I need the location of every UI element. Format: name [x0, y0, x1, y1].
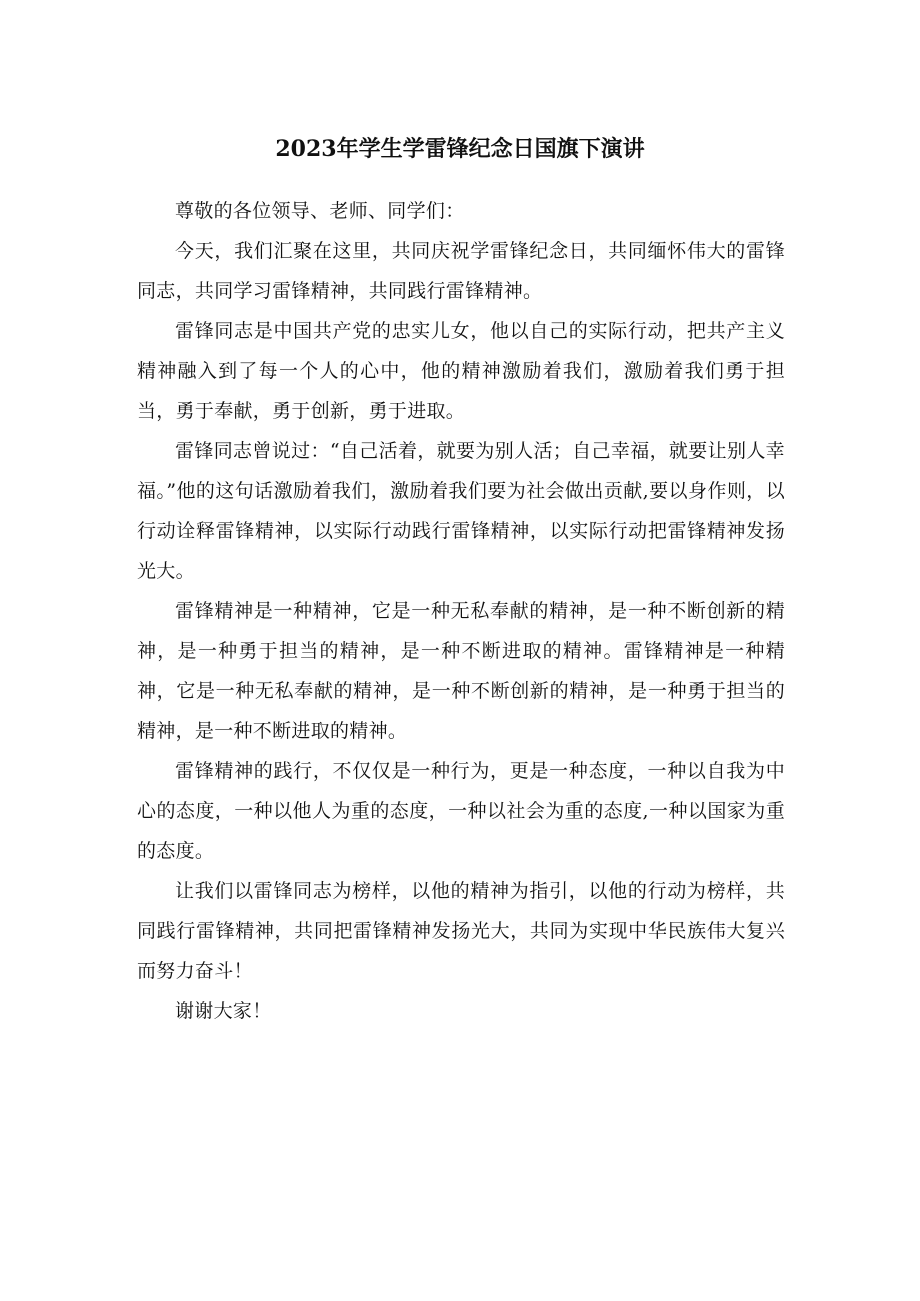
paragraph-lei-feng-intro: 雷锋同志是中国共产党的忠实儿女，他以自己的实际行动，把共产主义精神融入到了每一个人的心中，他的精神激励着我们，激励着我们勇于担当，勇于奉献，勇于创新，勇于进取。: [137, 320, 785, 422]
paragraph-spirit-definition: 雷锋精神是一种精神，它是一种无私奉献的精神，是一种不断创新的精神，是一种勇于担当的精神，是一种不断进取的精神。雷锋精神是一种精神，它是一种无私奉献的精神，是一种不断创新的精神，是一种勇于担当的精神，是一种不断进取的精神。: [137, 600, 785, 742]
document-title: 2023年学生学雷锋纪念日国旗下演讲: [275, 136, 645, 162]
paragraph-thanks: 谢谢大家！: [175, 1000, 272, 1022]
document-body: [137, 191, 785, 1031]
paragraph-practice: 雷锋精神的践行，不仅仅是一种行为，更是一种态度，一种以自我为中心的态度，一种以他人为重的态度，一种以社会为重的态度,一种以国家为重的态度。: [137, 760, 785, 862]
paragraph-opening: 今天，我们汇聚在这里，共同庆祝学雷锋纪念日，共同缅怀伟大的雷锋同志，共同学习雷锋精神，共同践行雷锋精神。: [137, 240, 785, 302]
paragraph-salutation: 尊敬的各位领导、老师、同学们：: [175, 200, 465, 222]
paragraph-call-to-action: 让我们以雷锋同志为榜样，以他的精神为指引，以他的行动为榜样，共同践行雷锋精神，共同把雷锋精神发扬光大，共同为实现中华民族伟大复兴而努力奋斗！: [137, 880, 785, 982]
paragraph-quote: 雷锋同志曾说过：“自己活着，就要为别人活；自己幸福，就要让别人幸福。”他的这句话激励着我们，激励着我们要为社会做出贡献,要以身作则，以行动诠释雷锋精神，以实际行动践行雷锋精神，以实际行动把雷锋精神发扬光大。: [137, 440, 785, 582]
